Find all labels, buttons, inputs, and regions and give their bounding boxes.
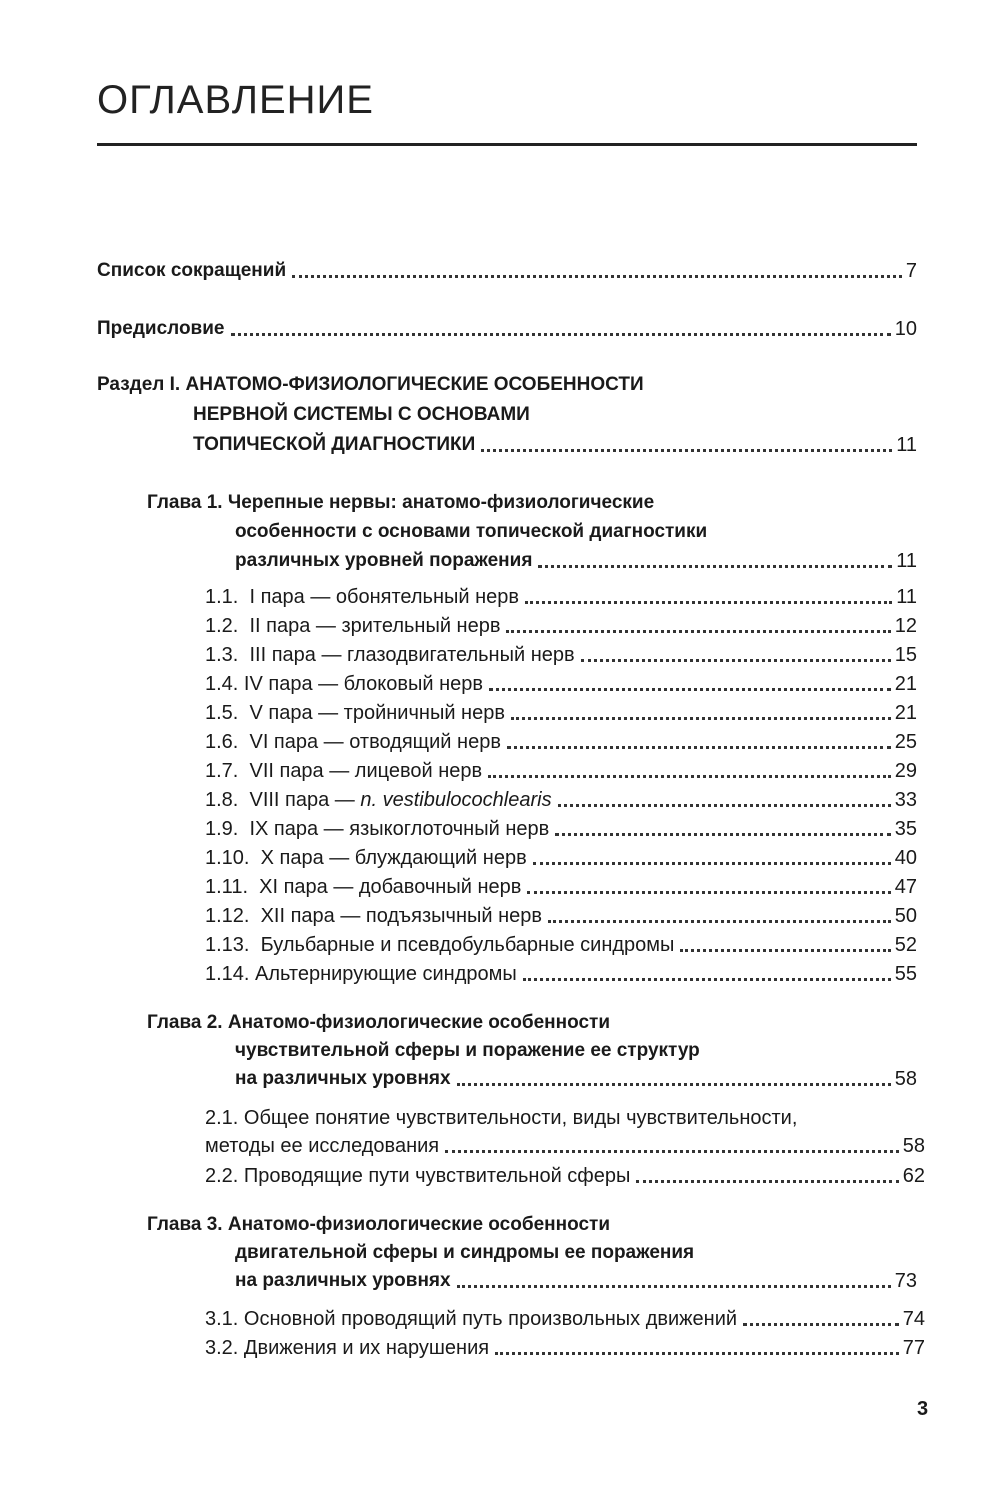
toc-page-number: 29 [894,760,917,782]
dot-leader [488,775,891,778]
toc-page-number: 50 [894,905,917,927]
toc-entry-title: чувствительной сферы и поражение ее структур [235,1040,700,1061]
toc-entry-title: 1.8. VIII пара — [205,789,361,811]
dot-leader [743,1323,899,1326]
toc-entry[interactable] [235,1268,917,1294]
toc-page-number: 47 [894,876,917,898]
toc-entry[interactable] [205,932,917,958]
toc-entry-title: 1.14. Альтернирующие синдромы [205,963,517,985]
toc-entry-line [147,1010,610,1036]
toc-entry[interactable] [205,758,917,784]
toc-page-number: 21 [894,673,917,695]
toc-entry-line [235,1038,700,1064]
toc-entry-title: особенности с основами топической диагностики [235,521,708,542]
toc-page-number: 10 [894,318,917,340]
toc-entry-title: Глава 2. Анатомо-физиологические особенности [147,1012,610,1033]
toc-entry[interactable] [235,548,917,574]
toc-entry-line [97,372,644,398]
toc-entry-title: двигательной сферы и синдромы ее поражения [235,1242,695,1263]
toc-page-number: 25 [894,731,917,753]
title-rule [97,143,917,146]
toc-entry[interactable] [205,642,917,668]
toc-entry[interactable] [205,584,917,610]
toc-entry[interactable] [193,432,917,458]
toc-entry-title: 1.13. Бульбарные и псевдобульбарные синдромы [205,934,675,956]
toc-entry-title: методы ее исследования [205,1135,440,1157]
toc-entry[interactable] [205,961,917,987]
toc-entry-line [147,490,654,516]
toc-entry-title: 1.10. X пара — блуждающий нерв [205,847,527,869]
toc-page-number: 11 [896,434,917,456]
dot-leader [457,1083,891,1086]
toc-entry[interactable] [205,1163,925,1189]
toc-entry-title: 2.2. Проводящие пути чувствительной сферы [205,1165,631,1187]
toc-entry-title: 3.2. Движения и их нарушения [205,1337,490,1359]
dot-leader [636,1180,898,1183]
toc-page-number: 77 [902,1337,925,1359]
toc-entry[interactable] [205,729,917,755]
dot-leader [506,630,890,633]
page-number: 3 [917,1398,929,1420]
toc-entry[interactable] [205,845,917,871]
toc-entry[interactable] [97,258,917,284]
toc-page-number: 35 [894,818,917,840]
toc-page-number: 15 [894,644,917,666]
dot-leader [525,601,892,604]
toc-entry-italic: n. vestibulocochlearis [360,789,552,811]
toc-page-number: 58 [902,1135,925,1157]
toc-page-number: 11 [896,550,917,572]
toc-entry-line [147,1212,610,1238]
toc-entry-line [205,1105,797,1131]
dot-leader [523,978,891,981]
dot-leader [555,833,891,836]
dot-leader [511,717,891,720]
toc-entry-title: ТОПИЧЕСКОЙ ДИАГНОСТИКИ [193,434,476,455]
toc-page-number: 33 [894,789,917,811]
dot-leader [680,949,890,952]
toc-entry-line [235,1240,694,1266]
toc-entry-title: Глава 3. Анатомо-физиологические особенности [147,1214,610,1235]
toc-entry[interactable] [205,1133,925,1159]
toc-entry[interactable] [205,787,917,813]
toc-entry[interactable] [205,613,917,639]
toc-page-number: 62 [902,1165,925,1187]
toc-entry-title: 1.6. VI пара — отводящий нерв [205,731,501,753]
toc-entry-title: 1.7. VII пара — лицевой нерв [205,760,483,782]
toc-entry-title: на различных уровнях [235,1270,451,1291]
toc-page-number: 12 [894,615,917,637]
toc-entry-line [235,519,707,545]
toc-entry-title: 1.1. I пара — обонятельный нерв [205,586,520,608]
toc-entry[interactable] [205,903,917,929]
toc-page-number: 40 [894,847,917,869]
page-title: ОГЛАВЛЕНИЕ [97,78,374,122]
toc-entry-title: Раздел I. АНАТОМО-ФИЗИОЛОГИЧЕСКИЕ ОСОБЕННОСТИ [97,374,644,395]
toc-entry-title: Глава 1. Черепные нервы: анатомо-физиологические [147,492,655,513]
toc-entry-title: на различных уровнях [235,1068,451,1089]
toc-page-number: 58 [894,1068,917,1090]
dot-leader [558,804,891,807]
toc-entry[interactable] [205,671,917,697]
toc-page-number: 55 [894,963,917,985]
toc-page-number: 74 [902,1308,925,1330]
toc-entry-title: различных уровней поражения [235,550,533,571]
toc-entry-line [193,402,530,428]
dot-leader [581,659,891,662]
toc-entry-title: 1.9. IX пара — языкоглоточный нерв [205,818,550,840]
dot-leader [457,1285,891,1288]
toc-entry-title: НЕРВНОЙ СИСТЕМЫ С ОСНОВАМИ [193,404,530,425]
toc-entry-title: 1.12. XII пара — подъязычный нерв [205,905,543,927]
dot-leader [527,891,890,894]
toc-entry-title: 1.3. III пара — глазодвигательный нерв [205,644,575,666]
toc-page-number: 11 [896,586,917,608]
dot-leader [231,333,891,336]
dot-leader [489,688,891,691]
toc-entry-title: 1.2. II пара — зрительный нерв [205,615,501,637]
toc-entry[interactable] [205,1335,925,1361]
toc-entry[interactable] [205,700,917,726]
toc-entry[interactable] [97,316,917,342]
toc-entry-title: 3.1. Основной проводящий путь произвольных движений [205,1308,738,1330]
toc-entry-title: 1.11. XI пара — добавочный нерв [205,876,522,898]
toc-entry-title: Список сокращений [97,260,287,281]
toc-entry[interactable] [205,816,917,842]
dot-leader [445,1150,899,1153]
dot-leader [507,746,891,749]
dot-leader [533,862,891,865]
toc-entry-title: 2.1. Общее понятие чувствительности, виды чувствительности, [205,1107,798,1129]
dot-leader [292,275,902,278]
toc-entry-title: 1.5. V пара — тройничный нерв [205,702,505,724]
toc-entry[interactable] [205,874,917,900]
toc-page-number: 21 [894,702,917,724]
toc-page-number: 7 [905,260,917,282]
dot-leader [495,1352,899,1355]
dot-leader [538,565,892,568]
toc-entry[interactable] [235,1066,917,1092]
toc-page-number: 73 [894,1270,917,1292]
dot-leader [481,449,892,452]
dot-leader [548,920,891,923]
toc-entry-title: 1.4. IV пара — блоковый нерв [205,673,483,695]
toc-entry[interactable] [205,1306,925,1332]
toc-entry-title: Предисловие [97,318,225,339]
toc-page-number: 52 [894,934,917,956]
